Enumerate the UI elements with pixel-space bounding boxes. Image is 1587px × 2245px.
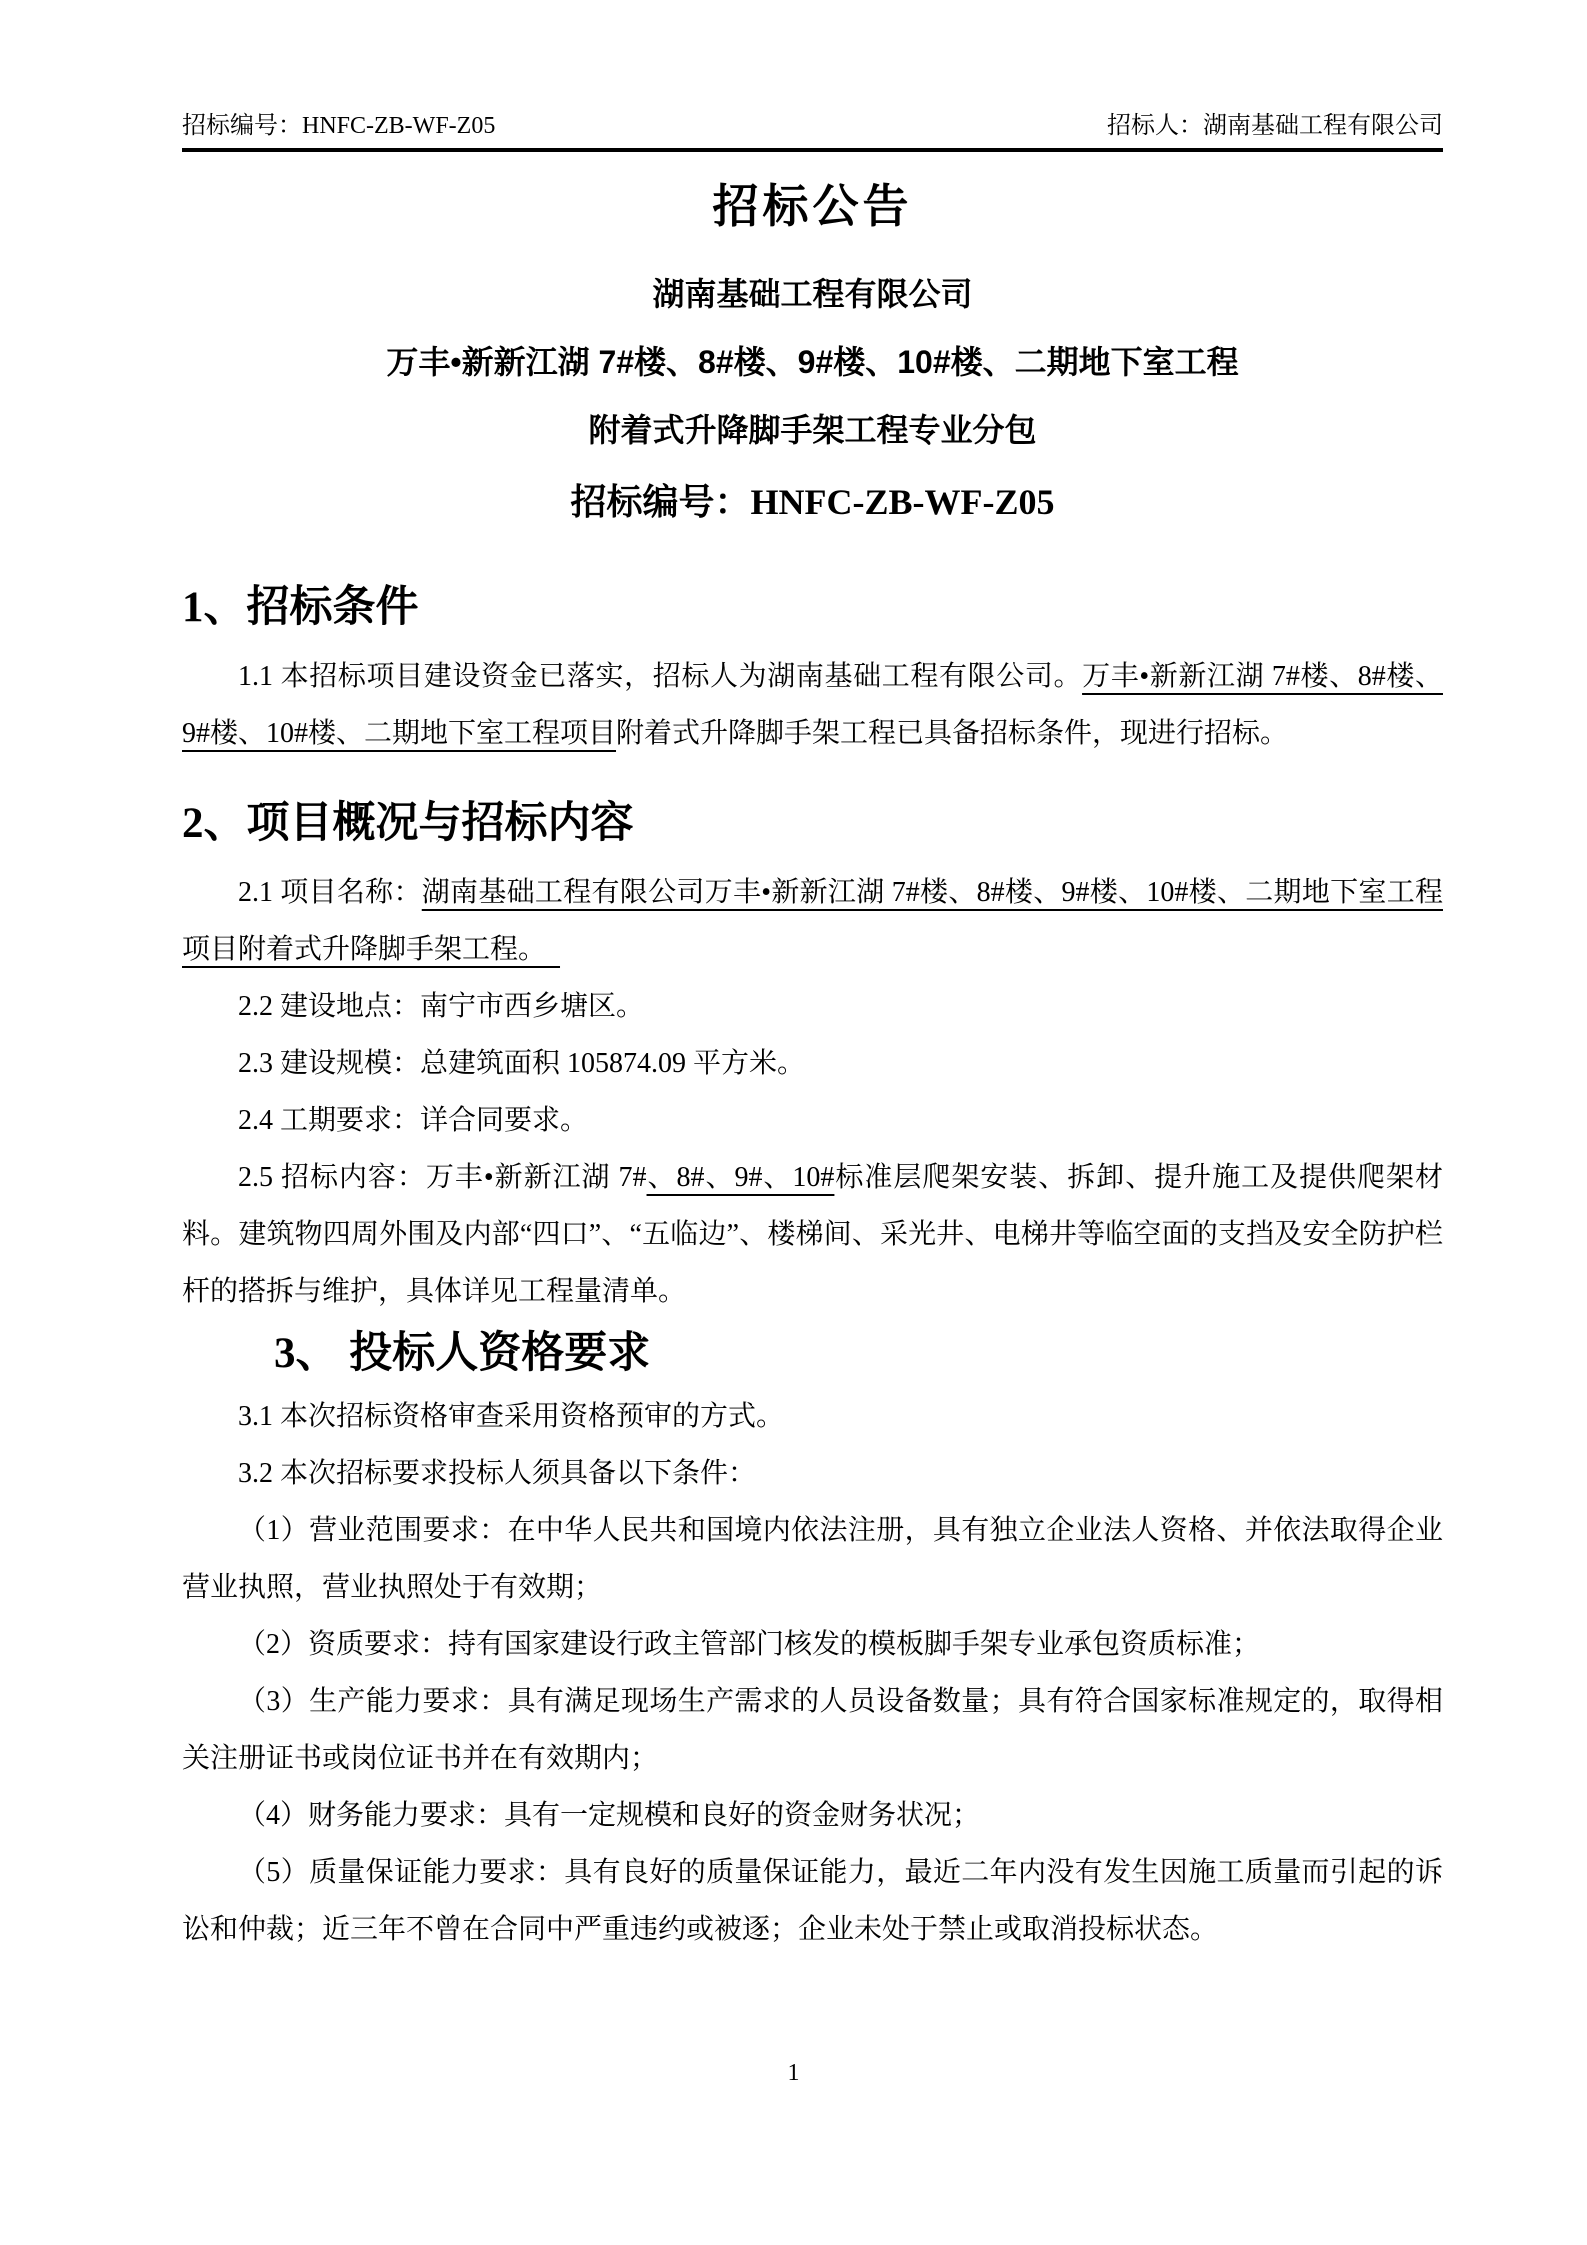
company-name-subtitle: 湖南基础工程有限公司 <box>652 276 973 312</box>
paragraph-2-1 <box>182 864 1443 978</box>
requirement-item-4: （4）财务能力要求：具有一定规模和良好的资金财务状况； <box>238 1800 981 1831</box>
requirement-item-1: （1）营业范围要求：在中华人民共和国境内依法注册，具有独立企业法人资格、并依法取得企业营业执照，营业执照处于有效期； <box>182 1515 1443 1603</box>
requirement-item-5: （5）质量保证能力要求：具有良好的质量保证能力，最近二年内没有发生因施工质量而引起的诉讼和仲裁；近三年不曾在合同中严重违约或被逐；企业未处于禁止或取消投标状态。 <box>182 1857 1443 1945</box>
subcontract-subtitle: 附着式升降脚手架工程专业分包 <box>588 412 1037 448</box>
text-segment: 附着式升降脚手架工程已具备招标条件，现进行招标。 <box>616 718 1289 749</box>
paragraph-2-4: 2.4 工期要求：详合同要求。 <box>238 1105 589 1136</box>
header-tender-number: 招标编号：HNFC-ZB-WF-Z05 <box>182 113 496 139</box>
text-segment: 标准层爬架安装、拆卸、提升施工及提供爬架材料。建筑物四周外围及内部“四口”、“五临边”、楼梯间、采光井、电梯井等临空面的支挡及安全防护栏杆的搭拆与维护，具体详见工程量清单。 <box>182 1162 1443 1307</box>
page-content <box>182 0 1443 1958</box>
paragraph-2-5 <box>182 1149 1443 1320</box>
paragraph-3-1: 3.1 本次招标资格审查采用资格预审的方式。 <box>238 1401 785 1432</box>
document-body <box>182 582 1443 1958</box>
section-2-heading: 2、项目概况与招标内容 <box>182 800 634 847</box>
tender-number-subtitle: 招标编号：HNFC-ZB-WF-Z05 <box>570 482 1055 522</box>
section-1-heading: 1、招标条件 <box>182 584 419 631</box>
text-segment: 2.5 招标内容：万丰•新新江湖 7# <box>238 1162 647 1193</box>
paragraph-1-1 <box>182 648 1443 762</box>
header-tenderer-name: 招标人：湖南基础工程有限公司 <box>1107 113 1443 139</box>
paragraph-3-2: 3.2 本次招标要求投标人须具备以下条件： <box>238 1458 757 1489</box>
underlined-text: 万丰•新新江湖 7#楼、8#楼、9#楼、10#楼、二期地下室工程项目 <box>182 661 1443 749</box>
underlined-text: 、8#、9#、10# <box>646 1162 835 1193</box>
underlined-text: 湖南基础工程有限公司万丰•新新江湖 7#楼、8#楼、9#楼、10#楼、二期地下室工程项目附着式升降脚手架工程。 <box>182 877 1443 965</box>
page-header <box>182 0 1443 152</box>
paragraph-2-3: 2.3 建设规模：总建筑面积 105874.09 平方米。 <box>238 1048 806 1079</box>
document-title: 招标公告 <box>712 180 913 232</box>
requirement-item-2: （2）资质要求：持有国家建设行政主管部门核发的模板脚手架专业承包资质标准； <box>238 1629 1261 1660</box>
page-number: 1 <box>787 2060 800 2086</box>
text-segment: 1.1 本招标项目建设资金已落实，招标人为湖南基础工程有限公司。 <box>238 661 1083 692</box>
section-3-heading: 3、 投标人资格要求 <box>274 1330 651 1377</box>
requirement-item-3: （3）生产能力要求：具有满足现场生产需求的人员设备数量；具有符合国家标准规定的，取得相关注册证书或岗位证书并在有效期内； <box>182 1686 1443 1774</box>
text-segment: 2.1 项目名称： <box>238 877 422 908</box>
project-name-subtitle: 万丰•新新江湖 7#楼、8#楼、9#楼、10#楼、二期地下室工程 <box>386 344 1239 380</box>
paragraph-2-2: 2.2 建设地点：南宁市西乡塘区。 <box>238 991 645 1022</box>
title-block <box>182 178 1443 524</box>
